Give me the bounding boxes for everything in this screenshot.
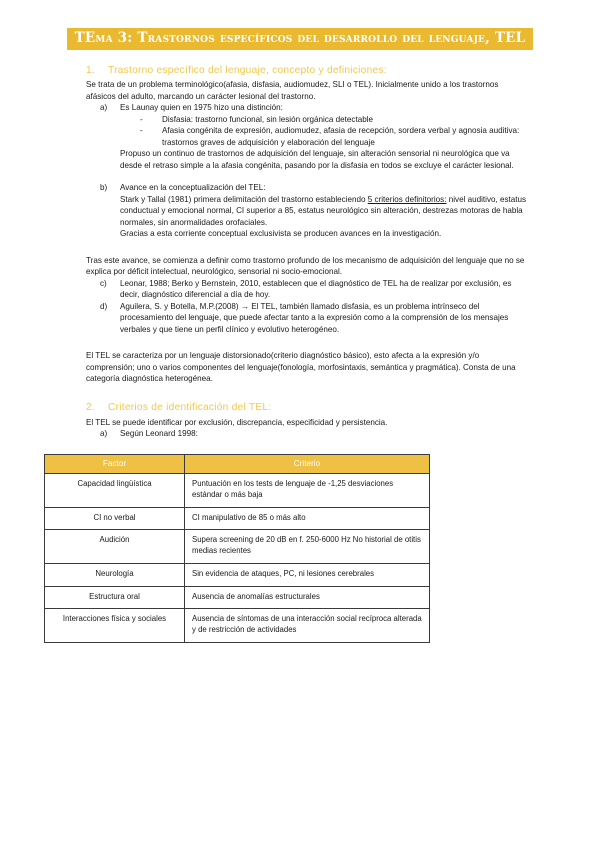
section-2 xyxy=(86,401,528,439)
section-1 xyxy=(86,64,528,385)
cell-factor: Audición xyxy=(45,530,185,564)
section-1-number: 1. xyxy=(86,64,95,76)
section-2-heading xyxy=(86,401,528,415)
table-row xyxy=(45,507,430,530)
spacer-after-item-a xyxy=(86,171,528,182)
criteria-table xyxy=(44,454,430,643)
section-1-item-a-bullets xyxy=(140,114,528,148)
document-body xyxy=(0,50,600,440)
section-1-title: Trastorno específico del lenguaje, concepto y definiciones: xyxy=(108,64,387,76)
cell-criterio: Puntuación en los tests de lenguaje de -1,25 desviaciones estándar o más baja xyxy=(185,474,430,508)
section-1-item-b-last: Gracias a esta corriente conceptual exclusivista se producen avances en la investigación. xyxy=(120,229,442,239)
section-1-item-a-after-wrap xyxy=(120,148,528,171)
section-1-item-b-criteria xyxy=(120,194,528,228)
section-2-item-a-text: Según Leonard 1998: xyxy=(120,429,198,439)
section-1-item-b-marker: b) xyxy=(100,183,108,193)
section-1-item-a-line xyxy=(100,102,528,113)
section-1-item-b-body xyxy=(120,194,528,240)
section-1-mid-paragraph: Tras este avance, se comienza a definir como trastorno profundo de los mecanismo de adquisición del lenguaje que no se explica por déficit intelectual, neurológico, sensorial ni socio-emocional. xyxy=(86,255,525,277)
section-1-item-b-text: Avance en la conceptualización del TEL: xyxy=(120,183,266,193)
table-header-row xyxy=(45,454,430,473)
section-2-title: Criterios de identificación del TEL: xyxy=(108,402,272,414)
section-1-item-d-text: Aguilera, S. y Botella, M.P.(2008) → El TEL, también llamado disfasia, es un problema intrínseco del procesamiento del lenguaje, que puede afectar tanto a la expresión como a la comprensión de los mensajes verbales y que tiene un perfil clínico y evolutivo heterogéneo. xyxy=(120,301,509,334)
section-1-item-c-line xyxy=(100,278,528,301)
bullet-disfasia xyxy=(140,114,528,125)
cell-criterio: Sin evidencia de ataques, PC, ni lesiones cerebrales xyxy=(185,563,430,586)
section-1-item-a xyxy=(100,102,528,171)
cell-factor: Estructura oral xyxy=(45,586,185,609)
table-row xyxy=(45,530,430,564)
table-row xyxy=(45,563,430,586)
cell-criterio: CI manipulativo de 85 o más alto xyxy=(185,507,430,530)
table-row xyxy=(45,609,430,643)
table-header-factor: Factor xyxy=(45,454,185,473)
table-row xyxy=(45,586,430,609)
spacer-before-closing xyxy=(86,335,528,350)
section-1-item-b xyxy=(100,182,528,239)
criteria-table-body xyxy=(45,474,430,643)
cell-factor: Capacidad lingüística xyxy=(45,474,185,508)
section-1-closing: El TEL se caracteriza por un lenguaje distorsionado(criterio diagnóstico básico), esto afecta a la expresión y/o comprensión; uno o varios componentes del lenguaje(fonología, morfosintaxis, semántica y pragmática). Consta de una categoría diagnóstica heterogénea. xyxy=(86,351,516,383)
spacer-before-mid-paragraph xyxy=(86,240,528,255)
section-1-item-d xyxy=(100,301,528,335)
section-1-item-a-marker: a) xyxy=(100,103,108,113)
cell-factor: Neurología xyxy=(45,563,185,586)
section-1-item-b-criteria-underlined: 5 criterios definitorios: xyxy=(367,194,447,204)
section-2-number: 2. xyxy=(86,402,95,414)
bullet-afasia-congenita xyxy=(140,125,528,148)
section-1-item-a-after: Propuso un continuo de trastornos de adquisición del lenguaje, sin alteración sensorial ni neurológica que va desde el retraso simple a la afasia congénita, pasando por la disfasia en todos se excluye el carácter lesional. xyxy=(120,149,514,170)
section-1-item-b-criteria-pre: Stark y Tallal (1981) primera delimitación del trastorno estableciendo xyxy=(120,194,368,204)
section-1-item-c-text: Leonar, 1988; Berko y Bernstein, 2010, establecen que el diagnóstico de TEL ha de realizar por exclusión, es decir, diagnóstico diferencial a día de hoy. xyxy=(120,278,512,300)
page-title: TEma 3: Trastornos específicos del desarrollo del lenguaje, TEL xyxy=(67,28,534,50)
section-1-heading xyxy=(86,64,528,78)
section-2-intro: El TEL se puede identificar por exclusión, discrepancia, especificidad y persistencia. xyxy=(86,417,388,427)
section-1-item-b-line xyxy=(100,182,528,193)
cell-factor: Interacciones física y sociales xyxy=(45,609,185,643)
cell-criterio: Ausencia de anomalías estructurales xyxy=(185,586,430,609)
section-1-intro: Se trata de un problema terminológico(afasia, disfasia, audiomudez, SLI o TEL). Inicialmente unido a los trastornos afásicos del adulto, marcando un carácter lesional del trastorno. xyxy=(86,80,499,101)
section-1-item-d-line xyxy=(100,301,528,335)
section-1-item-a-text: Es Launay quien en 1975 hizo una distinción: xyxy=(120,103,283,113)
section-2-item-a-line xyxy=(100,428,528,439)
table-row xyxy=(45,474,430,508)
criteria-table-head xyxy=(45,454,430,473)
section-1-item-c xyxy=(100,278,528,301)
bullet-afasia-congenita-marker: - xyxy=(140,126,143,136)
criteria-table-wrap xyxy=(0,454,600,643)
cell-criterio: Ausencia de síntomas de una interacción social recíproca alterada y de restricción de actividades xyxy=(185,609,430,643)
table-header-criterio: Criterio xyxy=(185,454,430,473)
section-1-item-c-marker: c) xyxy=(100,278,107,288)
bullet-disfasia-text: Disfasia: trastorno funcional, sin lesión orgánica detectable xyxy=(162,114,374,124)
section-2-item-a-marker: a) xyxy=(100,429,108,439)
section-1-item-d-marker: d) xyxy=(100,301,108,311)
section-2-item-a xyxy=(100,428,528,439)
bullet-disfasia-marker: - xyxy=(140,114,143,124)
cell-factor: CI no verbal xyxy=(45,507,185,530)
bullet-afasia-congenita-text: Afasia congénita de expresión, audiomudez, afasia de recepción, sordera verbal y agnosia auditiva: trastornos graves de adquisición y elaboración del lenguaje xyxy=(162,126,520,147)
title-banner-wrap xyxy=(0,0,600,50)
cell-criterio: Supera screening de 20 dB en f. 250-6000 Hz No historial de otitis medias recientes xyxy=(185,530,430,564)
section-1-item-b-criteria-post: nivel auditivo, estatus conductual y emocional normal, CI superior a 85, estatus neurológico sin alteración, destrezas motoras de habla normales, sin anormalidades orofaciales. xyxy=(120,194,527,227)
